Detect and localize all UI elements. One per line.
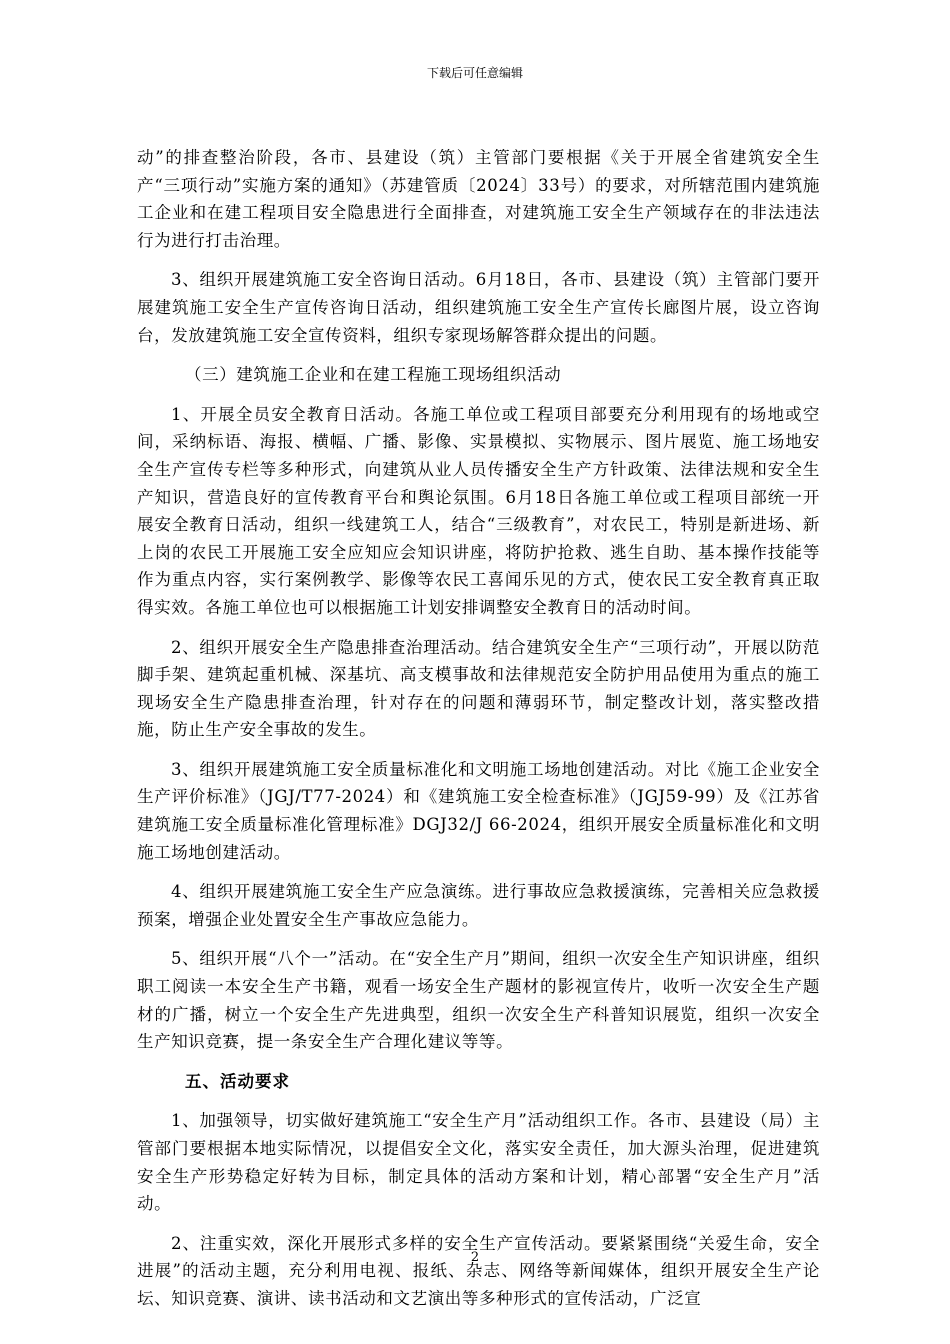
paragraph-standardization: 3、组织开展建筑施工安全质量标准化和文明施工场地创建活动。对比《施工企业安全生产评价标准》（JGJ/T77-2024）和《建筑施工安全检查标准》（JGJ59-99）及《江苏省建筑施工安全质量标准化管理标准》DGJ32/J 66-2024，组织开展安全质量标准化和文明施工场地创建活动。 (137, 759, 820, 862)
paragraph-eight-ones: 5、组织开展“八个一”活动。在“安全生产月”期间，组织一次安全生产知识讲座，组织职工阅读一本安全生产书籍，观看一场安全生产题材的影视宣传片，收听一次安全生产题材的广播，树立一个安全生产先进典型，组织一次安全生产科普知识展览，组织一次安全生产知识竞赛，提一条安全生产合理化建议等等。 (137, 949, 820, 1052)
page-number: 2 (470, 1250, 480, 1265)
section-heading: 五、活动要求 (185, 1071, 290, 1091)
paragraph-leadership: 1、加强领导，切实做好建筑施工“安全生产月”活动组织工作。各市、县建设（局）主管部门要根据本地实际情况，以提倡安全文化，落实安全责任，加大源头治理，促进建筑安全生产形势稳定好转为目标，制定具体的活动方案和计划，精心部署“安全生产月”活动。 (137, 1111, 820, 1214)
paragraph-safety-education-day: 1、开展全员安全教育日活动。各施工单位或工程项目部要充分利用现有的场地或空间，采纳标语、海报、横幅、广播、影像、实景模拟、实物展示、图片展览、施工场地安全生产宣传专栏等多种形式，向建筑从业人员传播安全生产方针政策、法律法规和安全生产知识，营造良好的宣传教育平台和舆论氛围。6月18日各施工单位或工程项目部统一开展安全教育日活动，组织一线建筑工人，结合“三级教育”，对农民工，特别是新进场、新上岗的农民工开展施工安全应知应会知识讲座，将防护抢救、逃生自助、基本操作技能等作为重点内容，实行案例教学、影像等农民工喜闻乐见的方式，使农民工安全教育真正取得实效。各施工单位也可以根据施工计划安排调整安全教育日的活动时间。 (137, 404, 820, 617)
paragraph-consultation-day: 3、组织开展建筑施工安全咨询日活动。6月18日，各市、县建设（筑）主管部门要开展建筑施工安全生产宣传咨询日活动，组织建筑施工安全生产宣传长廊图片展，设立咨询台，发放建筑施工安全宣传资料，组织专家现场解答群众提出的问题。 (137, 270, 820, 345)
paragraph-continuation: 动”的排查整治阶段，各市、县建设（筑）主管部门要根据《关于开展全省建筑安全生产“三项行动”实施方案的通知》（苏建管质〔2024〕33号）的要求，对所辖范围内建筑施工企业和在建工程项目安全隐患进行全面排查，对建筑施工安全生产领域存在的非法违法行为进行打击治理。 (137, 148, 820, 250)
subsection-heading: （三）建筑施工企业和在建工程施工现场组织活动 (185, 365, 562, 385)
paragraph-emergency-drill: 4、组织开展建筑施工安全生产应急演练。进行事故应急救援演练，完善相关应急救援预案，增强企业处置安全生产事故应急能力。 (137, 882, 820, 929)
document-body (137, 144, 820, 1325)
header-note: 下载后可任意编辑 (426, 66, 523, 80)
paragraph-hazard-inspection: 2、组织开展安全生产隐患排查治理活动。结合建筑安全生产“三项行动”，开展以防范脚手架、建筑起重机械、深基坑、高支模事故和法律规范安全防护用品使用为重点的施工现场安全生产隐患排查治理，针对存在的问题和薄弱环节，制定整改计划，落实整改措施，防止生产安全事故的发生。 (137, 637, 820, 740)
paragraph-effectiveness: 2、注重实效，深化开展形式多样的安全生产宣传活动。要紧紧围绕“关爱生命，安全进展”的活动主题，充分利用电视、报纸、杂志、网络等新闻媒体，组织开展安全生产论坛、知识竞赛、演讲、读书活动和文艺演出等多种形式的宣传活动，广泛宣 (137, 1233, 820, 1308)
